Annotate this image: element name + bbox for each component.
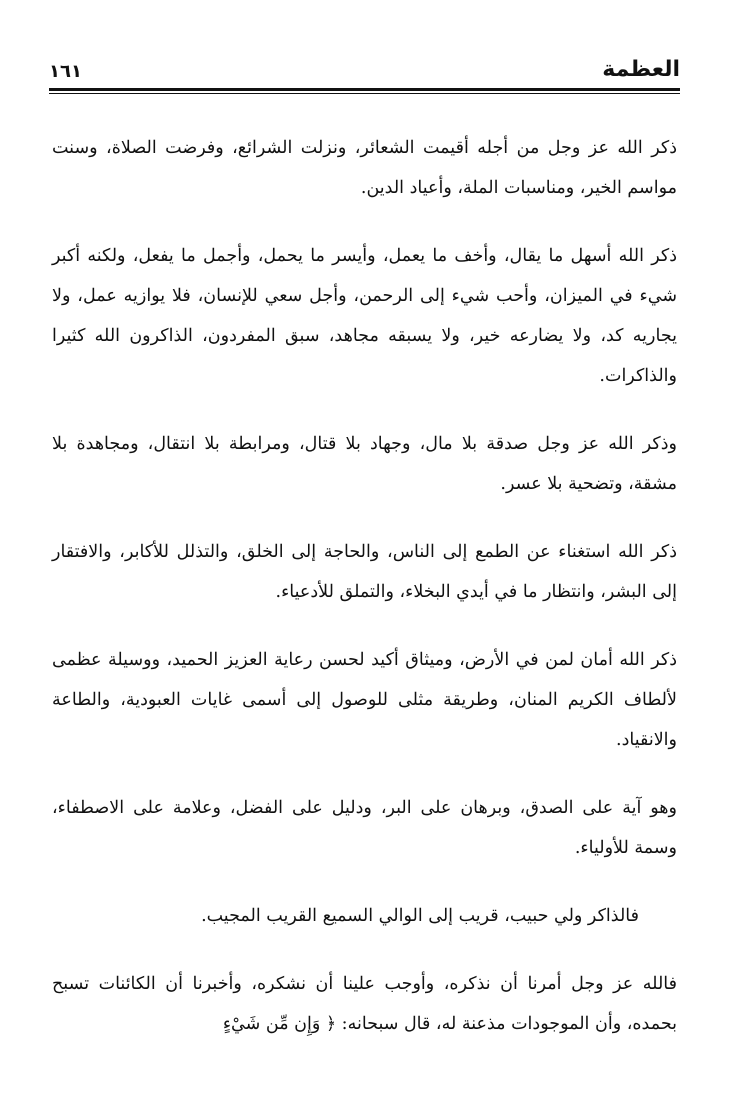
header-rule-thin [49,93,680,94]
paragraph-4: ذكر الله استغناء عن الطمع إلى الناس، والحاجة إلى الخلق، والتذلل للأكابر، والافتقار إلى البشر، وانتظار ما في أيدي البخلاء، والتملق للأدعياء. [52,542,677,602]
header-rule-thick [49,88,680,91]
running-title: العظمة [602,57,680,82]
paragraph-1: ذكر الله عز وجل من أجله أقيمت الشعائر، ونزلت الشرائع، وفرضت الصلاة، وسنت مواسم الخير، ومناسبات الملة، وأعياد الدين. [52,138,677,198]
page-number: ١٦١ [49,61,82,82]
page-header [49,52,680,90]
paragraph-7: فالذاكر ولي حبيب، قريب إلى الوالي السميع القريب المجيب. [201,906,639,926]
paragraph-3: وذكر الله عز وجل صدقة بلا مال، وجهاد بلا قتال، ومرابطة بلا انتقال، ومجاهدة بلا مشقة، وتضحية بلا عسر. [52,434,677,494]
page-body [52,128,677,1044]
paragraph-8: فالله عز وجل أمرنا أن نذكره، وأوجب علينا أن نشكره، وأخبرنا أن الكائنات تسبح بحمده، وأن الموجودات مذعنة له، قال سبحانه: ﴿ وَإِن مِّن شَيْءٍ [52,974,677,1034]
paragraph-5: ذكر الله أمان لمن في الأرض، وميثاق أكيد لحسن رعاية العزيز الحميد، ووسيلة عظمى لألطاف الكريم المنان، وطريقة مثلى للوصول إلى أسمى غايات العبودية، والطاعة والانقياد. [52,650,677,750]
paragraph-2: ذكر الله أسهل ما يقال، وأخف ما يعمل، وأيسر ما يحمل، وأجمل ما يفعل، ولكنه أكبر شيء في الميزان، وأحب شيء إلى الرحمن، وأجل سعي للإنسان، فلا يوازيه عمل، ولا يجاريه كد، ولا يضارعه خير، ولا يسبقه مجاهد، سبق المفردون، الذاكرون الله كثيرا والذاكرات. [52,246,677,386]
paragraph-6: وهو آية على الصدق، وبرهان على البر، ودليل على الفضل، وعلامة على الاصطفاء، وسمة للأولياء. [52,798,677,858]
